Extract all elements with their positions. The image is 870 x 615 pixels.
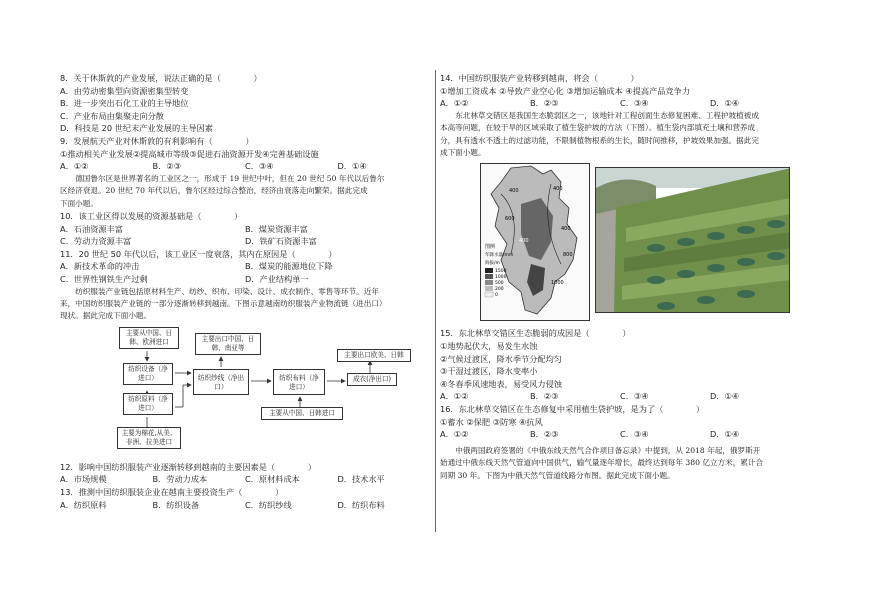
q10-option-a: A．石油资源丰富 — [60, 223, 123, 234]
legend-swatch — [485, 292, 493, 297]
q11-options-row1 — [60, 260, 430, 273]
textile-passage-line: 来，中国纺织服装产业链的一部分逐渐转移到越南。下图示意越南纺织服装产业物流链（进出口） — [60, 298, 387, 308]
legend-swatch — [485, 286, 493, 291]
q12-stem: 12．影响中国纺织服装产业逐渐转移到越南的主要因素是（ ） — [60, 461, 317, 472]
contour-label: 600 — [505, 216, 515, 223]
q8-option-c: C．产业布局由集聚走向分散 — [60, 110, 164, 121]
q11-options-row2 — [60, 273, 430, 286]
q9-option-b: B．②③ — [152, 161, 181, 172]
ruhr-passage-line: 区经济衰退。20 世纪 70 年代以后，鲁尔区经过综合整治，经济由衰落走向繁荣。据此完成 — [60, 186, 368, 196]
contour-label: 400 — [561, 226, 571, 233]
figures-row — [440, 163, 800, 323]
q9-items: ①推动相关产业发展②提高城市等级③促进石油资源开发④完善基础设施 — [60, 148, 319, 159]
q16-items: ①蓄水 ②保肥 ③防寒 ④抗风 — [440, 416, 543, 427]
legend-swatch — [485, 274, 493, 279]
q8-stem: 8．关于休斯敦的产业发展，说法正确的是（ ） — [60, 73, 262, 83]
q13-option-a: A．纺织原料 — [60, 499, 107, 510]
q13-options — [60, 499, 430, 512]
q11-option-b: B．煤炭的能源地位下降 — [245, 261, 333, 272]
legend-level: 500 — [495, 281, 504, 287]
pipeline-passage — [440, 445, 800, 482]
q10-options-row2 — [60, 235, 430, 248]
q12-options — [60, 473, 430, 486]
q15-item-3: ③干湿过渡区，降水变率小 — [440, 366, 538, 377]
q13-option-d: D．纺织布料 — [337, 499, 385, 510]
legend-level: 200 — [495, 287, 504, 293]
ruhr-passage-line: 下面小题。 — [60, 198, 98, 208]
legend-swatch — [485, 280, 493, 285]
q15-stem: 15．东北林草交错区生态脆弱的成因是（ ） — [440, 328, 631, 339]
q10-options-row1 — [60, 223, 430, 236]
q14-option-a: A．①② — [440, 98, 469, 109]
q9-options — [60, 160, 430, 173]
q12-option-a: A．市场规模 — [60, 474, 107, 485]
vegetation-bag-slope-photo — [595, 167, 790, 313]
legend-elevation: 海拔/m — [485, 261, 500, 267]
legend-swatch — [485, 268, 493, 273]
right-column — [440, 72, 800, 482]
q16-stem: 16．东北林草交错区在生态修复中采用植生袋护坡，是为了（ ） — [440, 403, 705, 414]
pipeline-passage-line: 始通过中俄东线天然气管道向中国供气，输气量逐年增长，最终达到每年 380 亿立方米，累计合 — [440, 458, 764, 468]
legend-level: 1500 — [495, 269, 507, 275]
ecotone-passage-line: 成下面小题。 — [440, 148, 486, 157]
q16-option-d: D．①④ — [710, 429, 740, 440]
contour-label: 400 — [553, 186, 563, 193]
q16-options — [440, 428, 800, 441]
textile-flow-diagram — [115, 327, 415, 455]
pipeline-passage-line: 中俄两国政府签署的《中俄东线天然气合作项目备忘录》中提到，从 2018 年起，俄罗斯开 — [455, 445, 761, 455]
ruhr-passage-line: 德国鲁尔区是世界著名的工业区之一，形成于 19 世纪中叶，但在 20 世纪 50 年代以后鲁尔 — [75, 173, 385, 183]
box-import-bottom: 主要从中国、日韩进口 — [261, 407, 343, 420]
box-import-left: 主要为棉花,从美、非洲、拉美进口 — [117, 427, 181, 449]
q9-option-a: A．①② — [60, 161, 89, 172]
q15-item-2: ②气候过渡区，降水季节分配均匀 — [440, 353, 562, 364]
q15-option-d: D．①④ — [710, 391, 740, 402]
q8-option-b: B．进一步突出石化工业的主导地位 — [60, 98, 189, 109]
q15-option-b: B．②③ — [530, 391, 559, 402]
box-export-mid: 主要出口中国、日韩、南亚等 — [195, 333, 261, 355]
precipitation-elevation-map — [480, 163, 590, 321]
contour-label: 800 — [563, 252, 573, 259]
column-divider — [435, 70, 436, 532]
ecotone-passage-line: 东北林草交错区是我国生态脆弱区之一，该地针对工程创面生态修复困难、工程护坡植被成 — [455, 110, 759, 120]
legend-level: 1000 — [495, 275, 507, 281]
contour-label: 400 — [509, 188, 519, 195]
q13-option-c: C．纺织纱线 — [245, 499, 292, 510]
q11-stem: 11．20 世纪 50 年代以后，该工业区一度衰落，其内在原因是（ ） — [60, 248, 337, 259]
q16-option-a: A．①② — [440, 429, 469, 440]
q9-option-c: C．③④ — [245, 161, 274, 172]
box-garment: 成衣(净出口) — [347, 373, 397, 386]
box-textile-yarn: 纺织纱线（净出口） — [193, 369, 249, 395]
q11-option-d: D．产业结构单一 — [245, 273, 309, 284]
contour-label: 1000 — [551, 280, 564, 287]
q10-option-d: D．铁矿石资源丰富 — [245, 236, 317, 247]
left-column — [60, 72, 430, 511]
q9-option-d: D．①④ — [337, 161, 367, 172]
photo-graphic — [596, 168, 790, 313]
q13-stem: 13．推测中国纺织服装企业在越南主要投资生产（ ） — [60, 486, 284, 497]
q15-item-1: ①地势起伏大，易发生水蚀 — [440, 341, 538, 351]
q11-option-c: C．世界性钢铁生产过剩 — [60, 273, 148, 284]
textile-passage-line: 纺织服装产业链包括原材料生产、纺纱、织布、印染、设计、成衣制作、零售等环节。近年 — [75, 286, 379, 296]
q10-stem: 10．该工业区得以发展的资源基础是（ ） — [60, 210, 243, 221]
contour-label: 400 — [519, 238, 529, 245]
ruhr-passage — [60, 173, 430, 210]
textile-passage — [60, 286, 430, 323]
ecotone-passage-line: 分，具有透水不透土的过滤功能，不限制植物根系的生长，随时间推移，护坡效果加强。据此完 — [440, 135, 759, 145]
legend-title: 图例 — [485, 244, 496, 251]
q8-option-d: D．科技是 20 世纪末产业发展的主导因素 — [60, 123, 213, 134]
q8-option-a: A．由劳动密集型向资源密集型转变 — [60, 85, 189, 96]
q14-options — [440, 97, 800, 110]
q14-option-d: D．①④ — [710, 98, 740, 109]
q15-option-c: C．③④ — [620, 391, 649, 402]
q11-option-a: A．新技术革命的冲击 — [60, 261, 140, 272]
q15-options — [440, 390, 800, 403]
q13-option-b: B．纺织设备 — [152, 499, 200, 510]
q9-stem: 9．发展航天产业对休斯敦的有利影响有（ ） — [60, 135, 254, 146]
q10-option-b: B．煤炭资源丰富 — [245, 223, 308, 234]
q12-option-c: C．原材料成本 — [245, 474, 300, 485]
q12-option-b: B．劳动力成本 — [152, 474, 208, 485]
q14-items: ①增加工资成本 ②导致产业空心化 ③增加运输成本 ④提高产品竞争力 — [440, 85, 691, 96]
q14-stem: 14．中国纺织服装产业转移到越南，将会（ ） — [440, 73, 639, 83]
q16-option-c: C．③④ — [620, 429, 649, 440]
pipeline-passage-line: 同期 30 年。下图为中俄天然气管道线路分布图。据此完成下面小题。 — [440, 470, 675, 480]
q16-option-b: B．②③ — [530, 429, 559, 440]
box-export-right: 主要出口欧美、日韩 — [337, 349, 411, 362]
q15-option-a: A．①② — [440, 391, 469, 402]
box-textile-equipment: 纺织设备（净进口） — [123, 363, 173, 385]
q14-option-c: C．③④ — [620, 98, 649, 109]
box-import-top: 主要从中国、日韩、欧洲进口 — [119, 327, 179, 349]
textile-passage-line: 现状。据此完成下面小题。 — [60, 311, 152, 321]
ecotone-passage — [440, 110, 800, 160]
ecotone-passage-line: 本高等问题，在较干旱的区域采取了植生袋护坡的方法（下图）。植生袋内部填充土壤和营养成 — [440, 123, 756, 133]
legend-precip: 年降水量/mm — [485, 253, 514, 259]
q10-option-c: C．劳动力资源丰富 — [60, 236, 132, 247]
box-textile-fabric: 纺织布料（净进口） — [273, 369, 325, 395]
q12-option-d: D．技术水平 — [337, 474, 385, 485]
q14-option-b: B．②③ — [530, 98, 559, 109]
q15-item-4: ④冬春季风速地表，易受风力侵蚀 — [440, 378, 562, 389]
legend-level: 0 — [495, 293, 498, 299]
map-graphic — [481, 164, 589, 320]
box-raw-material: 纺织原料（净进口） — [123, 393, 173, 415]
